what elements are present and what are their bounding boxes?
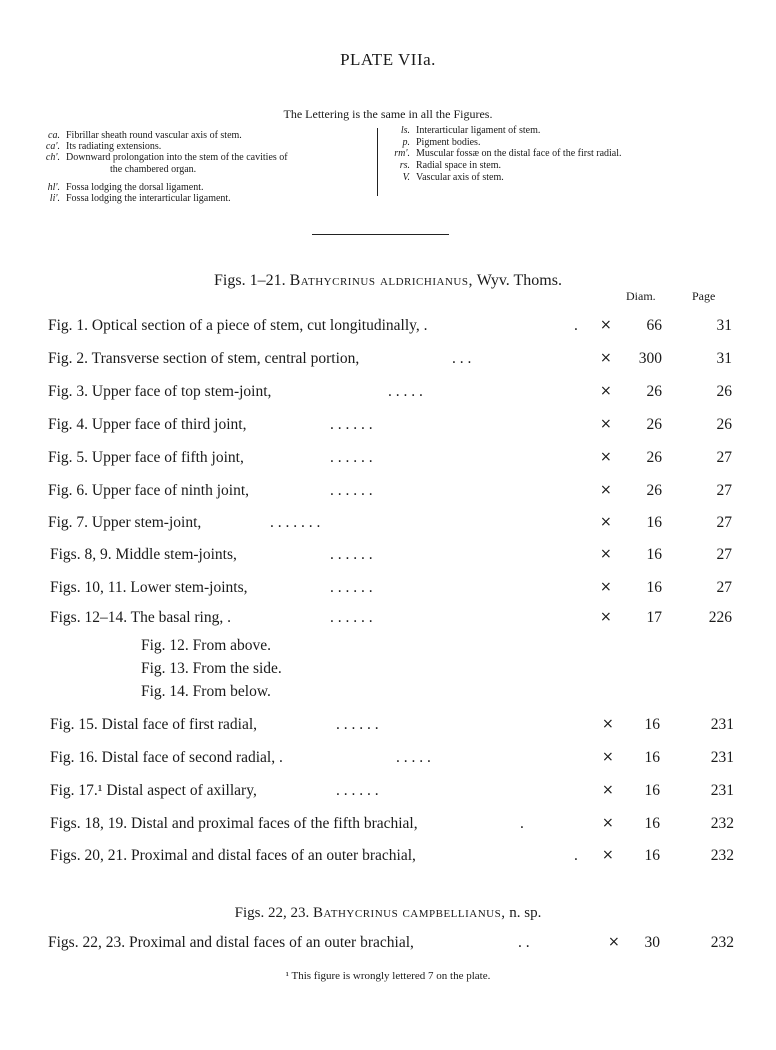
times-sign: × xyxy=(602,782,614,798)
legend-left-0 xyxy=(40,130,242,141)
figure-label: Fig. 15. Distal face of first radial, xyxy=(50,716,258,733)
section-rule xyxy=(312,234,449,235)
diam-value: 16 xyxy=(644,716,660,733)
leader-dots: . . . xyxy=(452,350,472,367)
figure-label: Fig. 5. Upper face of fifth joint, xyxy=(48,449,244,466)
legend-abbr: p. xyxy=(402,137,410,148)
legend-abbr: V. xyxy=(402,172,410,183)
section-author: Wyv. Thoms. xyxy=(476,272,562,289)
diam-value: 16 xyxy=(644,847,660,864)
figure-label: Fig. 2. Transverse section of stem, central portion, xyxy=(48,350,360,367)
figure-label: Figs. 18, 19. Distal and proximal faces of the fifth brachial, xyxy=(50,815,418,832)
times-sign: × xyxy=(602,716,614,732)
subfigure-row: Fig. 14. From below. xyxy=(141,683,271,700)
diam-value: 16 xyxy=(644,815,660,832)
leader-dots: . . xyxy=(518,934,530,951)
diam-value: 26 xyxy=(646,449,662,466)
figure-row xyxy=(50,847,738,867)
times-sign: × xyxy=(600,317,612,333)
figure-label: Fig. 4. Upper face of third joint, xyxy=(48,416,247,433)
legend-divider xyxy=(377,128,378,196)
times-sign: × xyxy=(602,847,614,863)
legend-left-1 xyxy=(40,141,161,152)
times-sign: × xyxy=(600,383,612,399)
figure-label: Fig. 7. Upper stem-joint, xyxy=(48,514,202,531)
section-prefix: Figs. 1–21. xyxy=(214,272,286,289)
legend-right-1 xyxy=(382,137,480,148)
figure-row xyxy=(48,934,738,954)
page-value: 232 xyxy=(710,934,734,951)
diam-value: 16 xyxy=(646,546,662,563)
leader-dots: . . . . . . xyxy=(330,609,373,626)
legend-left-5 xyxy=(40,193,231,204)
legend-abbr: li'. xyxy=(49,193,60,204)
figure-label: Figs. 20, 21. Proximal and distal faces of an outer brachial, xyxy=(50,847,416,864)
legend-abbr: ca'. xyxy=(45,141,60,152)
leader-dots: . . . . . . xyxy=(330,579,373,596)
times-sign: × xyxy=(600,350,612,366)
figure-row xyxy=(50,716,738,736)
figure-row xyxy=(48,449,738,469)
page-value: 27 xyxy=(716,482,732,499)
diam-value: 16 xyxy=(646,514,662,531)
times-sign: × xyxy=(600,609,612,625)
figure-row xyxy=(48,350,738,370)
leader-dots: . . . . . . xyxy=(330,546,373,563)
section-heading-1 xyxy=(0,272,776,290)
section-author: n. sp. xyxy=(509,905,542,921)
figure-row xyxy=(48,317,738,337)
legend-abbr: ch'. xyxy=(45,152,60,163)
times-sign: × xyxy=(600,514,612,530)
leader-dots: . . . . . . xyxy=(336,782,379,799)
diam-value: 17 xyxy=(646,609,662,626)
page-value: 232 xyxy=(710,815,734,832)
page-value: 231 xyxy=(710,749,734,766)
figure-row xyxy=(50,546,738,566)
times-sign: × xyxy=(600,482,612,498)
times-sign: × xyxy=(600,449,612,465)
section-genus: Bathycrinus campbellianus, xyxy=(313,905,506,921)
legend-text: Pigment bodies. xyxy=(416,137,481,148)
leader-dots: . . . . . . xyxy=(330,482,373,499)
figure-label: Fig. 17.¹ Distal aspect of axillary, xyxy=(50,782,257,799)
section-heading-2 xyxy=(0,905,776,922)
legend-left-2 xyxy=(40,152,288,163)
page-value: 27 xyxy=(716,579,732,596)
page-value: 226 xyxy=(708,609,732,626)
legend-text: Fossa lodging the dorsal ligament. xyxy=(66,182,204,193)
diam-value: 300 xyxy=(638,350,662,367)
diam-value: 26 xyxy=(646,383,662,400)
lettering-note: The Lettering is the same in all the Figures. xyxy=(283,107,493,121)
times-sign: × xyxy=(602,815,614,831)
legend-abbr: rs. xyxy=(399,160,410,171)
legend-text: Radial space in stem. xyxy=(416,160,501,171)
leader-dots: . xyxy=(574,317,578,334)
legend-text: Vascular axis of stem. xyxy=(416,172,504,183)
legend-text: the chambered organ. xyxy=(110,164,197,175)
legend-abbr: ls. xyxy=(400,125,410,136)
subfigure-row: Fig. 12. From above. xyxy=(141,637,272,654)
diam-value: 30 xyxy=(644,934,660,951)
leader-dots: . . . . . xyxy=(388,383,423,400)
figure-row xyxy=(48,514,738,534)
figure-label: Figs. 12–14. The basal ring, . xyxy=(50,609,231,626)
section-genus: Bathycrinus aldrichianus, xyxy=(289,272,473,289)
page-value: 26 xyxy=(716,416,732,433)
page-value: 27 xyxy=(716,449,732,466)
figure-row xyxy=(50,609,738,629)
leader-dots: . . . . . . xyxy=(330,416,373,433)
page-value: 231 xyxy=(710,716,734,733)
leader-dots: . xyxy=(520,815,524,832)
page-value: 27 xyxy=(716,546,732,563)
diam-value: 26 xyxy=(646,416,662,433)
legend-abbr: hl'. xyxy=(47,182,60,193)
times-sign: × xyxy=(600,579,612,595)
figure-label: Figs. 10, 11. Lower stem-joints, xyxy=(50,579,248,596)
diam-value: 16 xyxy=(644,782,660,799)
figure-label: Figs. 8, 9. Middle stem-joints, xyxy=(50,546,237,563)
page-value: 26 xyxy=(716,383,732,400)
leader-dots: . . . . . . xyxy=(336,716,379,733)
leader-dots: . . . . . . xyxy=(330,449,373,466)
page-value: 31 xyxy=(716,317,732,334)
figure-label: Fig. 3. Upper face of top stem-joint, xyxy=(48,383,272,400)
figure-row xyxy=(48,416,738,436)
page-value: 231 xyxy=(710,782,734,799)
legend-text: Muscular fossæ on the distal face of the first radial. xyxy=(416,148,622,159)
diam-value: 16 xyxy=(646,579,662,596)
plate-title: PLATE VIIa. xyxy=(340,50,436,69)
figure-row xyxy=(50,815,738,835)
leader-dots: . xyxy=(574,847,578,864)
legend-right-3 xyxy=(382,160,501,171)
times-sign: × xyxy=(600,416,612,432)
legend-right-2 xyxy=(382,148,622,159)
figure-label: Fig. 1. Optical section of a piece of stem, cut longitudinally, . xyxy=(48,317,428,334)
figure-row xyxy=(50,782,738,802)
footnote: ¹ This figure is wrongly lettered 7 on the plate. xyxy=(285,970,491,982)
legend-text: Fibrillar sheath round vascular axis of stem. xyxy=(66,130,242,141)
legend-text: Fossa lodging the interarticular ligament. xyxy=(66,193,231,204)
figure-label: Fig. 16. Distal face of second radial, . xyxy=(50,749,283,766)
legend-text: Its radiating extensions. xyxy=(66,141,162,152)
legend-text: Downward prolongation into the stem of the cavities of xyxy=(66,152,288,163)
column-header-page: Page xyxy=(692,289,716,303)
legend-left-4 xyxy=(40,182,204,193)
figure-row xyxy=(50,749,738,769)
figure-row xyxy=(48,383,738,403)
section-prefix: Figs. 22, 23. xyxy=(234,905,310,921)
legend-right-4 xyxy=(382,172,504,183)
diam-value: 16 xyxy=(644,749,660,766)
column-header-diam: Diam. xyxy=(626,289,656,303)
leader-dots: . . . . . xyxy=(396,749,431,766)
leader-dots: . . . . . . . xyxy=(270,514,321,531)
figure-label: Fig. 6. Upper face of ninth joint, xyxy=(48,482,250,499)
times-sign: × xyxy=(600,546,612,562)
legend-abbr: rm'. xyxy=(394,148,410,159)
diam-value: 26 xyxy=(646,482,662,499)
times-sign: × xyxy=(608,934,620,950)
legend-text: Interarticular ligament of stem. xyxy=(416,125,541,136)
legend-abbr: ca. xyxy=(48,130,60,141)
diam-value: 66 xyxy=(646,317,662,334)
legend-left-3 xyxy=(110,164,196,175)
legend-right-0 xyxy=(382,125,540,136)
page-value: 31 xyxy=(716,350,732,367)
page-value: 232 xyxy=(710,847,734,864)
figure-row xyxy=(48,482,738,502)
figure-label: Figs. 22, 23. Proximal and distal faces of an outer brachial, xyxy=(48,934,414,951)
page-value: 27 xyxy=(716,514,732,531)
figure-row xyxy=(50,579,738,599)
times-sign: × xyxy=(602,749,614,765)
subfigure-row: Fig. 13. From the side. xyxy=(141,660,282,677)
